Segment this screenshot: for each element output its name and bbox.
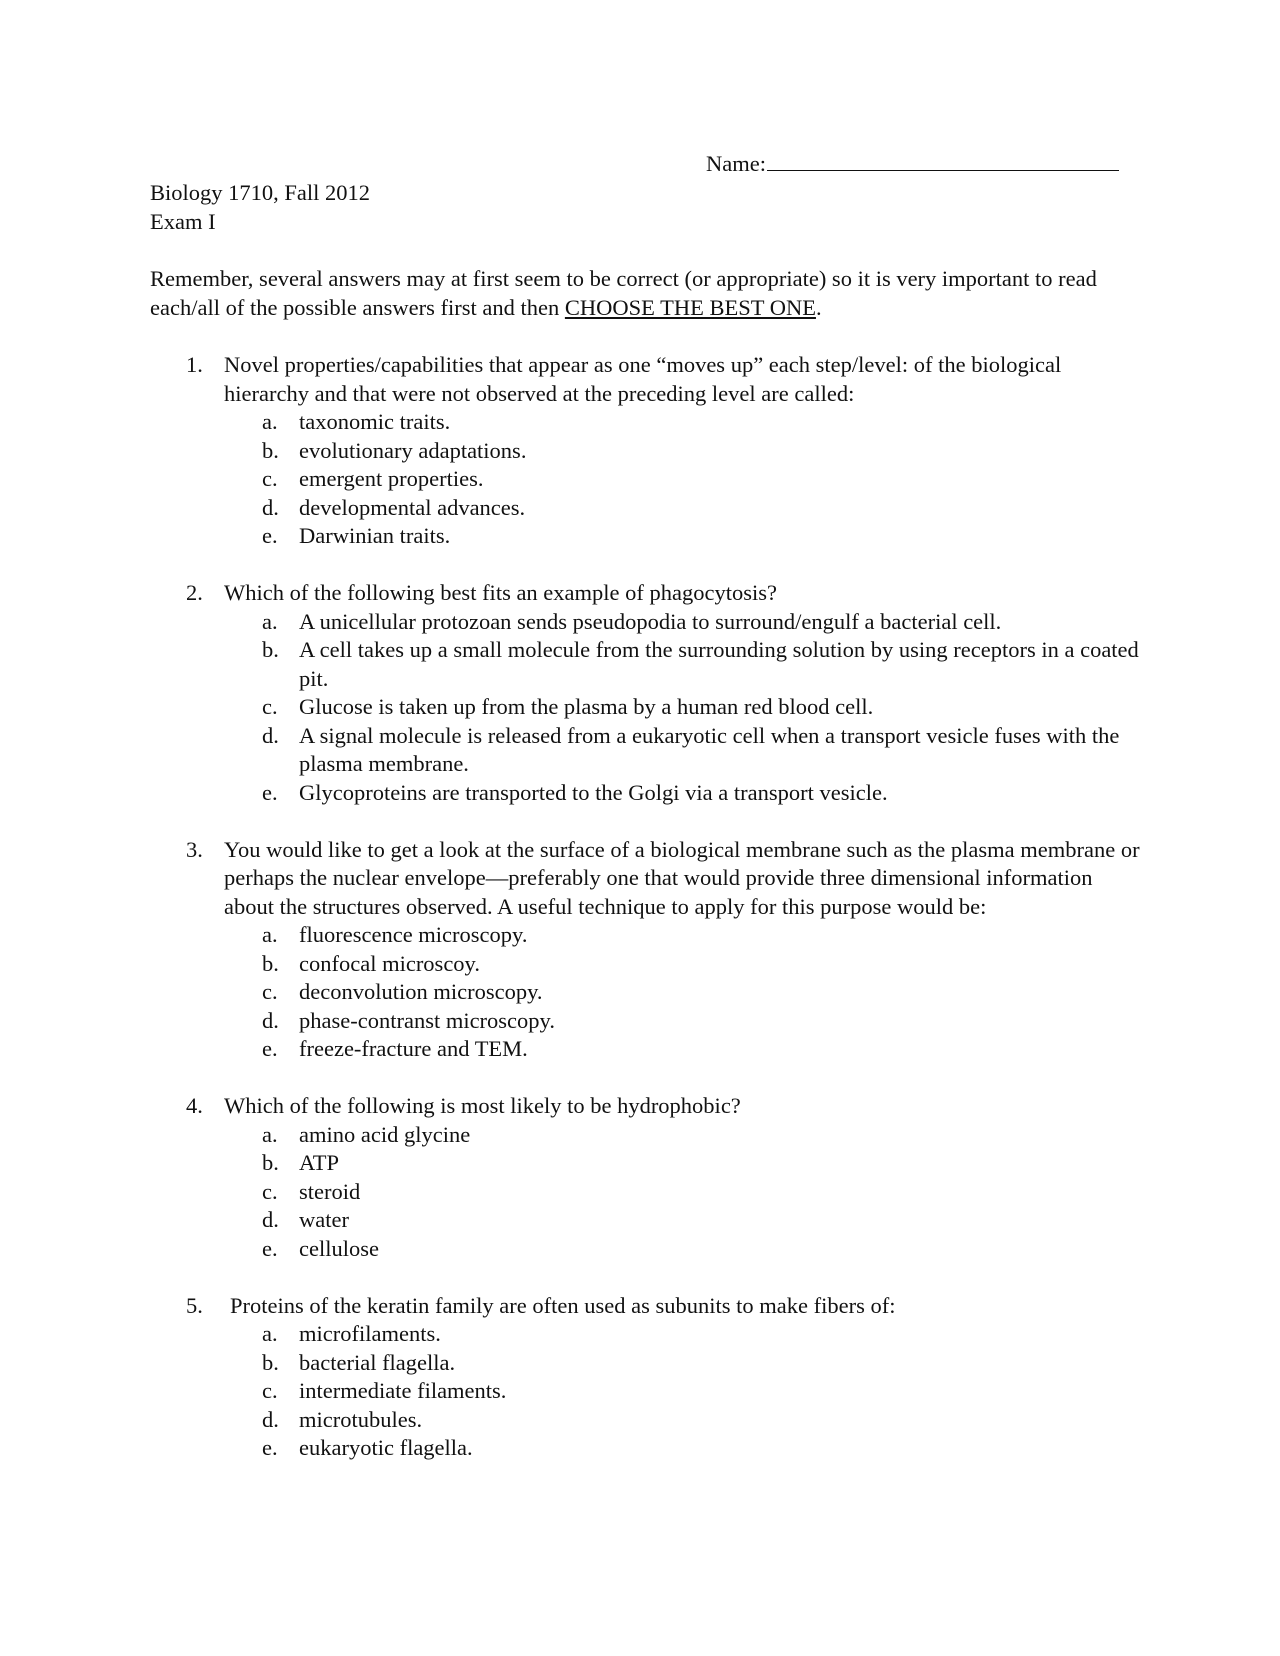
question-number: 4. <box>186 1093 203 1118</box>
answer-option <box>150 1035 1140 1064</box>
option-letter: e. <box>262 523 278 548</box>
option-letter: b. <box>262 637 279 662</box>
option-text: intermediate filaments. <box>299 1378 507 1403</box>
option-letter: a. <box>262 1321 278 1346</box>
option-letter: d. <box>262 1406 279 1432</box>
question-number: 1. <box>186 352 203 377</box>
question-number: 2. <box>186 580 203 605</box>
option-letter: a. <box>262 922 278 947</box>
option-text: fluorescence microscopy. <box>299 922 528 947</box>
option-text: microtubules. <box>299 1406 423 1432</box>
answer-options <box>150 921 1140 1064</box>
answer-option <box>150 494 1140 523</box>
option-text: emergent properties. <box>299 466 484 491</box>
answer-option <box>150 1206 1140 1235</box>
option-letter: b. <box>262 1150 279 1175</box>
answer-option <box>150 950 1140 979</box>
question-list <box>150 351 1140 1491</box>
question-text: Proteins of the keratin family are often used as subunits to make fibers of: <box>230 1292 896 1318</box>
answer-options <box>150 408 1140 551</box>
course-title: Biology 1710, Fall 2012 <box>150 180 371 205</box>
question-5 <box>150 1292 1140 1463</box>
answer-option <box>150 1149 1140 1178</box>
option-letter: d. <box>262 1207 279 1232</box>
answer-option <box>150 722 1140 779</box>
question-2 <box>150 579 1140 807</box>
question-text: You would like to get a look at the surface of a biological membrane such as the plasma membrane or perhaps the nuclear envelope—preferably one that would provide three dimensional information about the structures observed. A useful technique to apply for this purpose would be: <box>224 836 1140 919</box>
answer-options <box>150 1320 1140 1463</box>
option-text: evolutionary adaptations. <box>299 437 527 463</box>
option-letter: d. <box>262 1007 279 1033</box>
answer-option <box>150 522 1140 551</box>
option-text: eukaryotic flagella. <box>299 1435 473 1460</box>
answer-option <box>150 1320 1140 1349</box>
answer-option <box>150 1349 1140 1378</box>
option-letter: c. <box>262 694 278 719</box>
instructions-text: Remember, several answers may at first seem to be correct (or appropriate) so it is very important to read each/all of the possible answers first and then <box>150 266 1097 320</box>
option-text: taxonomic traits. <box>299 409 451 434</box>
option-text: water <box>299 1207 349 1232</box>
question-text: Which of the following best fits an example of phagocytosis? <box>224 580 777 605</box>
question-text: Novel properties/capabilities that appear as one “moves up” each step/level: of the biological hierarchy and that were not observed at the preceding level are called: <box>224 352 1062 406</box>
option-text: Glucose is taken up from the plasma by a human red blood cell. <box>299 694 874 719</box>
answer-option <box>150 437 1140 466</box>
answer-option <box>150 1406 1140 1435</box>
answer-option <box>150 1377 1140 1406</box>
answer-option <box>150 408 1140 437</box>
answer-option <box>150 1434 1140 1463</box>
question-4 <box>150 1092 1140 1263</box>
name-blank-line[interactable] <box>767 150 1119 171</box>
option-letter: d. <box>262 494 279 520</box>
question-text: Which of the following is most likely to be hydrophobic? <box>224 1093 741 1118</box>
question-number: 5. <box>186 1292 203 1318</box>
answer-option <box>150 921 1140 950</box>
option-letter: b. <box>262 1349 279 1375</box>
option-letter: e. <box>262 779 278 805</box>
answer-option <box>150 465 1140 494</box>
option-letter: c. <box>262 979 278 1004</box>
answer-option <box>150 1235 1140 1264</box>
answer-option <box>150 978 1140 1007</box>
instructions-end: . <box>815 294 822 320</box>
answer-option <box>150 779 1140 808</box>
option-text: A cell takes up a small molecule from the surrounding solution by using receptors in a coated pit. <box>299 637 1139 691</box>
option-text: Darwinian traits. <box>299 523 451 548</box>
option-letter: c. <box>262 1178 278 1204</box>
answer-options <box>150 1121 1140 1264</box>
option-letter: b. <box>262 437 279 463</box>
option-text: A unicellular protozoan sends pseudopodia to surround/engulf a bacterial cell. <box>299 608 1002 634</box>
exam-title: Exam I <box>150 208 216 234</box>
option-letter: d. <box>262 722 279 748</box>
instructions <box>150 265 1140 322</box>
option-letter: e. <box>262 1036 278 1061</box>
question-number: 3. <box>186 836 203 862</box>
exam-header <box>150 179 370 236</box>
answer-option <box>150 1121 1140 1150</box>
option-letter: e. <box>262 1235 278 1261</box>
option-text: developmental advances. <box>299 494 526 520</box>
option-letter: a. <box>262 1121 278 1147</box>
option-text: steroid <box>299 1178 361 1204</box>
question-1 <box>150 351 1140 551</box>
option-letter: c. <box>262 1378 278 1403</box>
instructions-emphasis: CHOOSE THE BEST ONE <box>564 294 816 320</box>
answer-option <box>150 1007 1140 1036</box>
option-text: freeze-fracture and TEM. <box>299 1036 528 1061</box>
option-text: phase-contranst microscopy. <box>299 1007 555 1033</box>
answer-option <box>150 636 1140 693</box>
option-text: microfilaments. <box>299 1321 441 1346</box>
name-label: Name: <box>706 151 766 176</box>
option-text: cellulose <box>299 1235 379 1261</box>
option-letter: c. <box>262 466 278 491</box>
option-text: Glycoproteins are transported to the Golgi via a transport vesicle. <box>299 779 888 805</box>
question-3 <box>150 836 1140 1064</box>
option-text: ATP <box>299 1150 340 1175</box>
option-text: A signal molecule is released from a eukaryotic cell when a transport vesicle fuses with the plasma membrane. <box>299 722 1120 776</box>
option-letter: a. <box>262 409 278 434</box>
answer-options <box>150 608 1140 808</box>
option-letter: b. <box>262 950 279 976</box>
option-text: amino acid glycine <box>299 1121 471 1147</box>
option-text: deconvolution microscopy. <box>299 979 543 1004</box>
answer-option <box>150 693 1140 722</box>
option-text: confocal microscoy. <box>299 950 480 976</box>
option-letter: a. <box>262 608 278 634</box>
option-letter: e. <box>262 1435 278 1460</box>
name-field[interactable] <box>706 150 1119 179</box>
answer-option <box>150 1178 1140 1207</box>
answer-option <box>150 608 1140 637</box>
option-text: bacterial flagella. <box>299 1349 456 1375</box>
